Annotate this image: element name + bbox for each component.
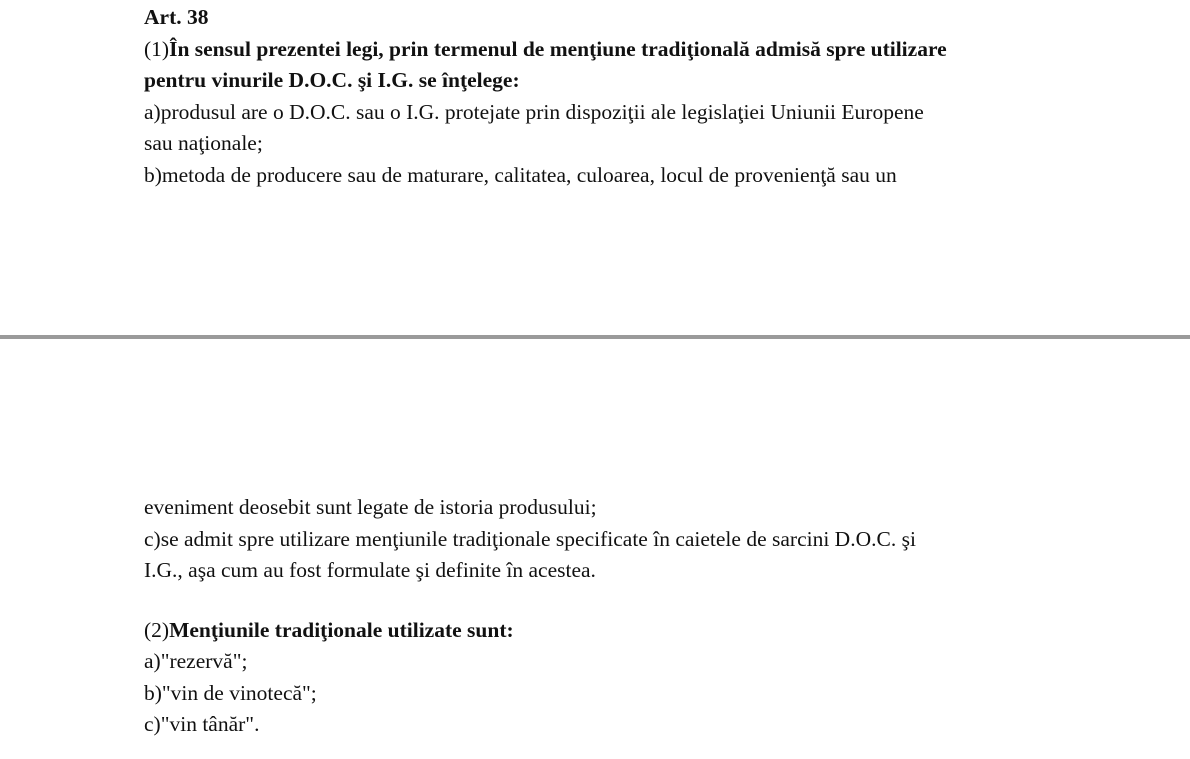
paragraph-spacer bbox=[144, 587, 1164, 615]
paragraph-1-heading-line-2: pentru vinurile D.O.C. şi I.G. se înţelege: bbox=[144, 68, 520, 92]
paragraph-2-heading-text: Menţiunile tradiţionale utilizate sunt: bbox=[169, 617, 514, 642]
item-a-line-1: a)produsul are o D.O.C. sau o I.G. protejate prin dispoziţii ale legislaţiei Uniunii Europene bbox=[144, 99, 924, 124]
page-divider bbox=[0, 335, 1190, 339]
page-bottom-section bbox=[144, 492, 1164, 741]
item-b-line-2: eveniment deosebit sunt legate de istoria produsului; bbox=[144, 495, 597, 519]
paragraph-1-heading-text: În sensul prezentei legi, prin termenul de menţiune tradiţională admisă spre utilizare bbox=[169, 36, 947, 61]
list-item-vin-tanar: c)"vin tânăr". bbox=[144, 712, 260, 736]
paragraph-2-number: (2) bbox=[144, 617, 170, 642]
item-a-line-2: sau naţionale; bbox=[144, 131, 263, 155]
page-top-section bbox=[144, 2, 1164, 191]
item-c-line-2: I.G., aşa cum au fost formulate şi definite în acestea. bbox=[144, 558, 596, 582]
list-item-rezerva: a)"rezervă"; bbox=[144, 649, 248, 673]
paragraph-2-heading bbox=[144, 615, 1164, 647]
item-c-line-1: c)se admit spre utilizare menţiunile tradiţionale specificate în caietele de sarcini D.O.C. şi bbox=[144, 526, 916, 551]
article-title: Art. 38 bbox=[144, 5, 209, 29]
item-b-line-1: b)metoda de producere sau de maturare, calitatea, culoarea, locul de provenienţă sau un bbox=[144, 162, 897, 187]
paragraph-1-number: (1) bbox=[144, 36, 170, 61]
list-item-vin-de-vinoteca: b)"vin de vinotecă"; bbox=[144, 680, 317, 705]
paragraph-1-heading-line-1 bbox=[144, 34, 1164, 66]
